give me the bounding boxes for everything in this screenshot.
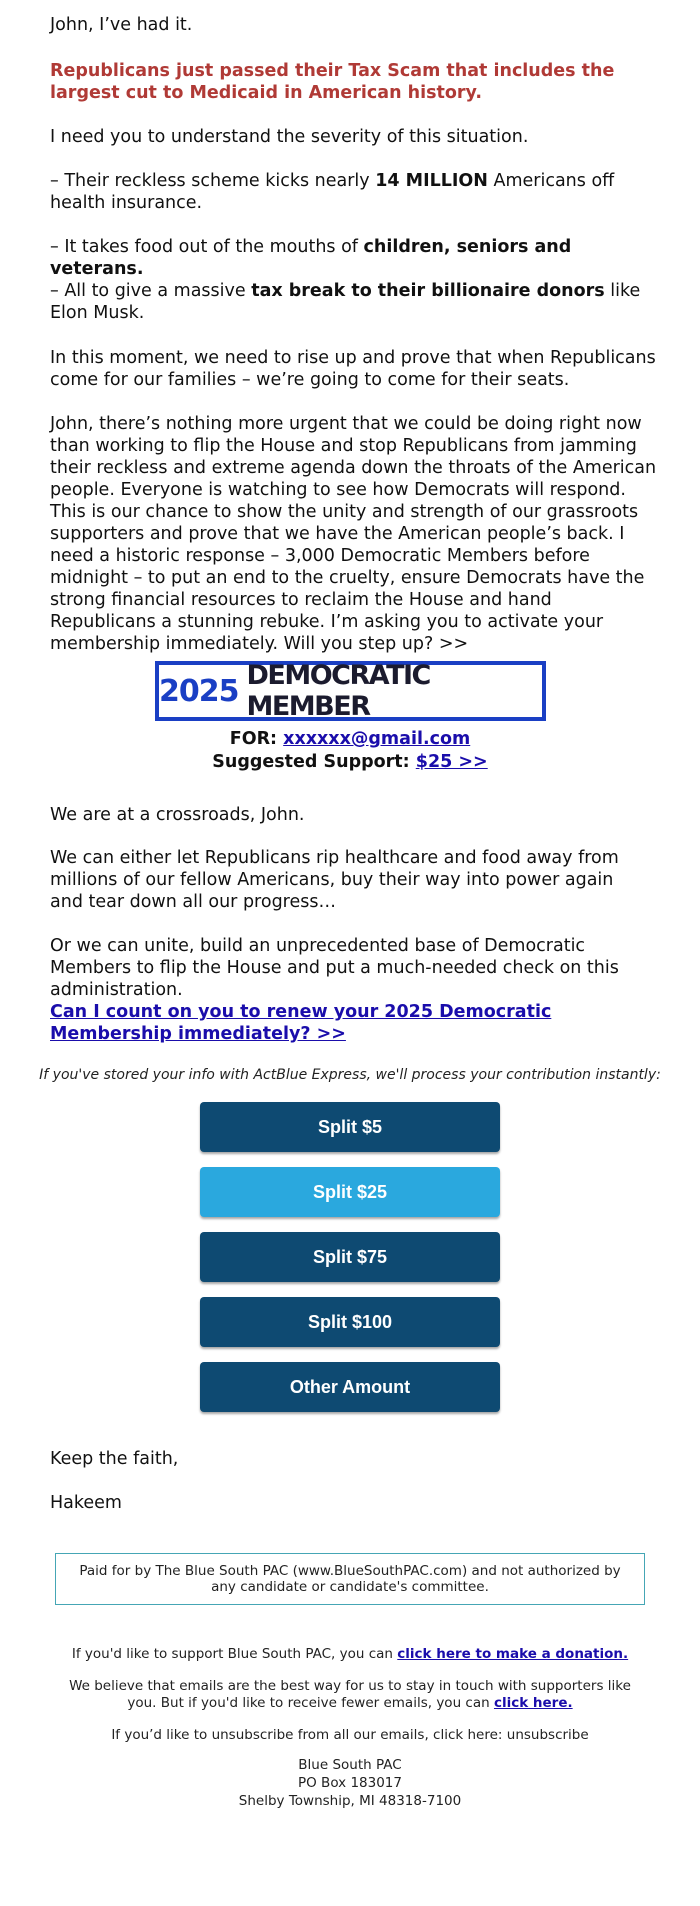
text: – It takes food out of the mouths of <box>50 237 364 257</box>
text: – All to give a massive <box>50 281 252 301</box>
signature: Hakeem <box>50 1493 122 1513</box>
fewer-emails-line <box>60 1678 640 1712</box>
banner-year: 2025 <box>159 673 239 709</box>
fewer-emails-link[interactable]: click here. <box>493 1695 573 1711</box>
org-name: Blue South PAC <box>298 1757 402 1773</box>
suggested-amount-link[interactable]: $25 >> <box>415 752 488 772</box>
paragraph-rise-up: In this moment, we need to rise up and prove that when Republicans come for our families – we’re going to come for their seats. <box>50 348 656 390</box>
paragraph-food <box>50 236 660 280</box>
paragraph-unite: Or we can unite, build an unprecedented base of Democratic Members to flip the House and put a much-needed check on this administration. <box>50 936 619 1000</box>
text: – Their reckless scheme kicks nearly <box>50 171 376 191</box>
banner-text: DEMOCRATIC MEMBER <box>246 660 430 722</box>
headline: Republicans just passed their Tax Scam that includes the largest cut to Medicaid in American history. <box>50 61 615 103</box>
renew-membership-link[interactable]: Can I count on you to renew your 2025 Democratic Membership immediately? >> <box>50 1002 552 1044</box>
text: Americans off health insurance. <box>50 171 615 213</box>
split-75-button[interactable]: Split $75 <box>200 1232 500 1282</box>
split-100-button[interactable]: Split $100 <box>200 1297 500 1347</box>
signoff: Keep the faith, <box>50 1449 179 1469</box>
paragraph-either: We can either let Republicans rip healthcare and food away from millions of our fellow Americans, buy their way into power again and tear down all our progress… <box>50 848 619 912</box>
for-label: FOR: <box>229 729 278 749</box>
po-box: PO Box 183017 <box>298 1775 402 1791</box>
paragraph-severity: I need you to understand the severity of this situation. <box>50 127 529 147</box>
city-address: Shelby Township, MI 48318-7100 <box>238 1793 462 1809</box>
split-5-button[interactable]: Split $5 <box>200 1102 500 1152</box>
donation-link[interactable]: click here to make a donation. <box>397 1646 629 1662</box>
text: like Elon Musk. <box>50 281 641 323</box>
email-link[interactable]: xxxxxx@gmail.com <box>283 729 471 749</box>
bold-text: children, seniors and veterans. <box>50 237 572 279</box>
paragraph-tax-break <box>50 280 650 324</box>
fewer-emails-text: We believe that emails are the best way for us to stay in touch with supporters like you. But if you'd like to receive fewer emails, you can <box>69 1678 631 1711</box>
split-25-button[interactable]: Split $25 <box>200 1167 500 1217</box>
other-amount-button[interactable]: Other Amount <box>200 1362 500 1412</box>
support-line <box>60 1646 640 1663</box>
support-text: If you'd like to support Blue South PAC, you can <box>71 1646 398 1662</box>
suggested-support-line <box>0 751 700 773</box>
suggested-label: Suggested Support: <box>212 752 410 772</box>
paragraph-urgent: John, there’s nothing more urgent that we could be doing right now than working to flip the House and stop Republicans from jamming their reckless and extreme agenda down the throats of the American people. Everyone is watching to see how Democrats will respond. This is our chance to show the unity and strength of our grassroots supporters and prove that we have the American people’s back. I need a historic response – 3,000 Democratic Members before midnight – to put an end to the cruelty, ensure Democrats have the strong financial resources to reclaim the House and hand Republicans a stunning rebuke. I’m asking you to activate your membership immediately. Will you step up? >> <box>50 414 657 654</box>
unsubscribe-line[interactable]: If you’d like to unsubscribe from all our emails, click here: unsubscribe <box>111 1727 589 1743</box>
bold-text: tax break to their billionaire donors <box>251 281 605 301</box>
actblue-express-note: If you've stored your info with ActBlue Express, we'll process your contribution instantly: <box>39 1067 661 1083</box>
membership-banner[interactable] <box>155 661 546 721</box>
greeting: John, I’ve had it. <box>50 15 193 35</box>
paid-for-disclaimer: Paid for by The Blue South PAC (www.BlueSouthPAC.com) and not authorized by any candidate or candidate's committee. <box>55 1553 645 1605</box>
paragraph-health-insurance <box>50 170 650 214</box>
for-line <box>0 728 700 750</box>
bold-text: 14 MILLION <box>375 171 488 191</box>
paragraph-crossroads: We are at a crossroads, John. <box>50 805 305 825</box>
